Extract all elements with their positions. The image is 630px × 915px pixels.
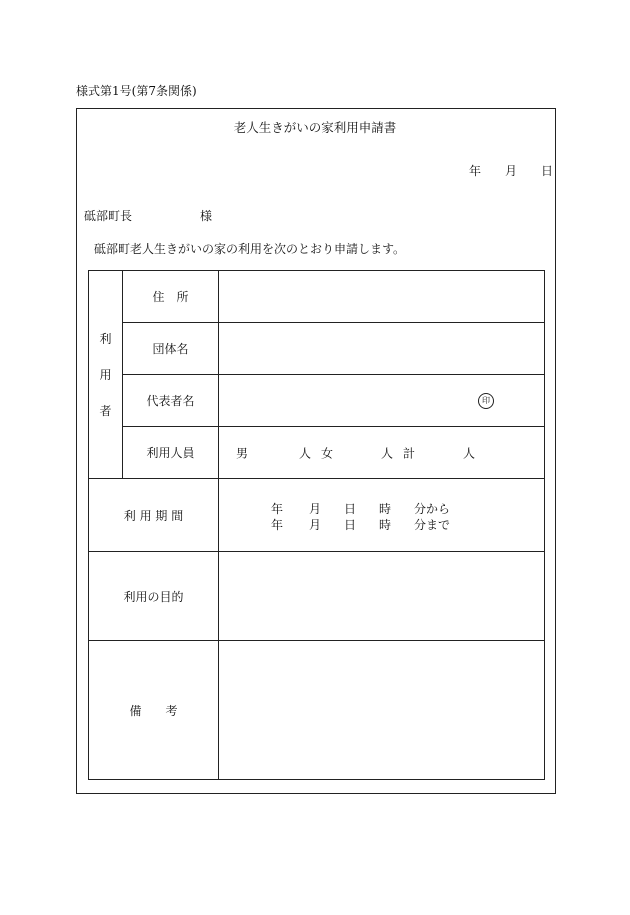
table-row-purpose	[89, 552, 545, 641]
end-minute-label: 分まで	[414, 518, 451, 532]
remarks-field[interactable]	[219, 641, 545, 780]
form-title: 老人生きがいの家利用申請書	[233, 120, 397, 135]
representative-field[interactable]	[219, 375, 545, 427]
table-row-remarks	[89, 641, 545, 780]
user-side-char-3: 者	[99, 403, 112, 418]
count-label: 利用人員	[123, 427, 219, 479]
end-hour-label: 時	[379, 518, 392, 532]
table-row-address	[89, 271, 545, 323]
male-label: 男	[236, 446, 249, 460]
seal-mark-icon: 印	[478, 393, 494, 409]
period-field[interactable]	[219, 479, 545, 552]
application-table	[88, 270, 545, 780]
period-label: 利 用 期 間	[89, 479, 219, 552]
table-row-period	[89, 479, 545, 552]
intro-text: 砥部町老人生きがいの家の利用を次のとおり申請します。	[94, 242, 406, 256]
period-end-line	[271, 516, 511, 530]
purpose-label: 利用の目的	[89, 552, 219, 641]
end-month-label: 月	[309, 518, 322, 532]
user-side-char-1: 利	[99, 331, 112, 346]
date-year-label: 年	[469, 164, 482, 178]
date-day-label: 日	[541, 164, 554, 178]
start-hour-label: 時	[379, 502, 392, 516]
table-row-group	[89, 323, 545, 375]
start-month-label: 月	[309, 502, 322, 516]
total-label: 計	[403, 446, 416, 460]
purpose-field[interactable]	[219, 552, 545, 641]
count-field[interactable]	[219, 427, 545, 479]
start-day-label: 日	[344, 502, 357, 516]
user-side-label	[89, 271, 123, 479]
addressee: 砥部町長	[84, 209, 133, 223]
group-name-field[interactable]	[219, 323, 545, 375]
form-number: 様式第1号(第7条関係)	[76, 84, 197, 98]
end-year-label: 年	[271, 518, 284, 532]
representative-label: 代表者名	[123, 375, 219, 427]
group-name-label: 団体名	[123, 323, 219, 375]
count-unit-female: 人	[381, 446, 394, 460]
date-month-label: 月	[505, 164, 518, 178]
count-unit-total: 人	[463, 446, 476, 460]
count-unit-male: 人	[299, 446, 312, 460]
start-year-label: 年	[271, 502, 284, 516]
address-label: 住 所	[123, 271, 219, 323]
address-field[interactable]	[219, 271, 545, 323]
end-day-label: 日	[344, 518, 357, 532]
period-start-line	[271, 500, 511, 514]
table-row-representative	[89, 375, 545, 427]
remarks-label: 備 考	[89, 641, 219, 780]
female-label: 女	[321, 446, 334, 460]
table-row-count	[89, 427, 545, 479]
honorific: 様	[200, 209, 213, 223]
user-side-char-2: 用	[99, 367, 112, 382]
start-minute-label: 分から	[414, 502, 451, 516]
